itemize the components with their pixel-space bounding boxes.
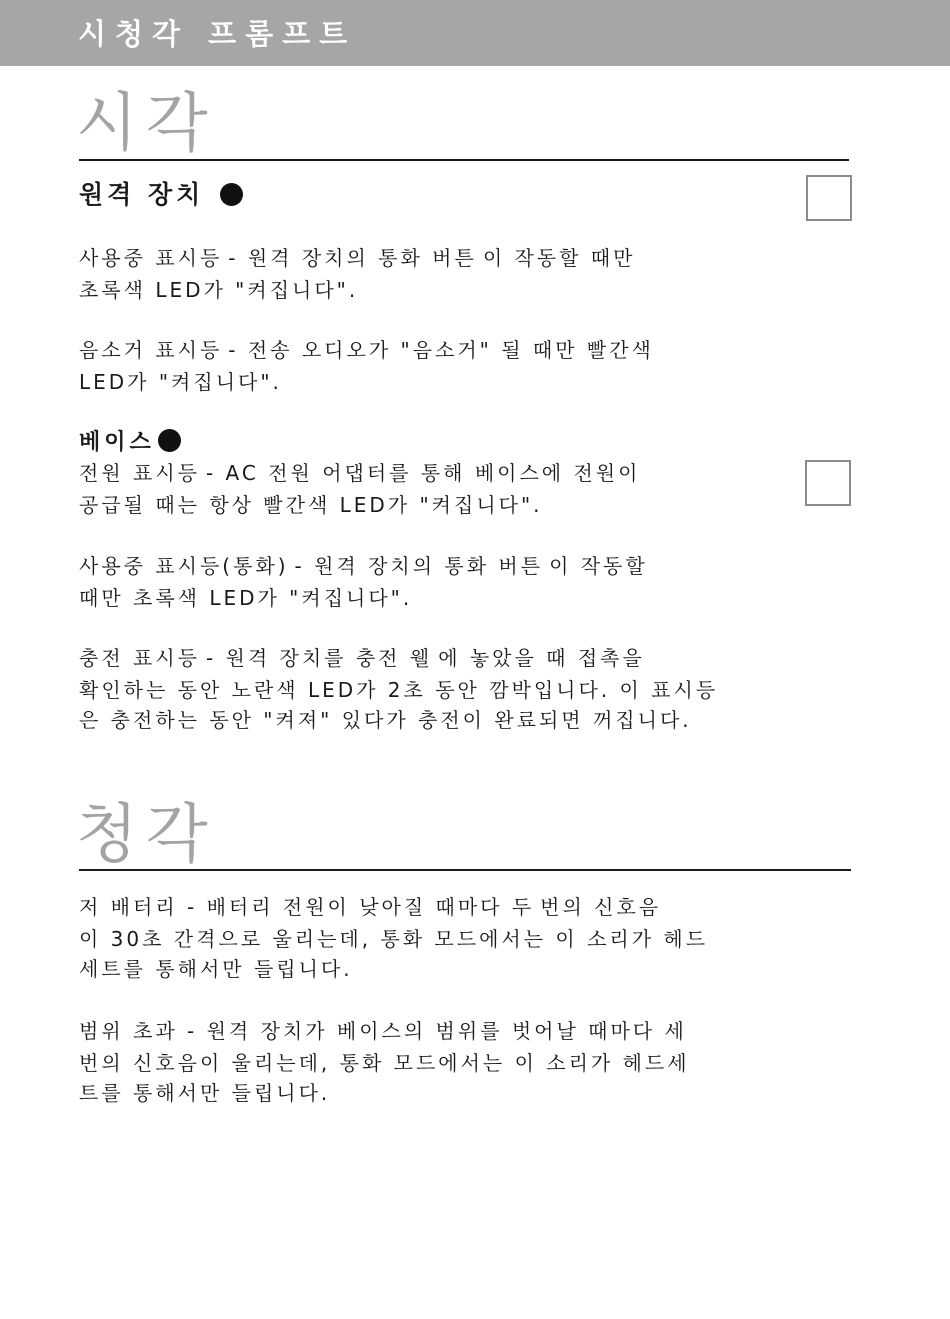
remote-unit-checkbox[interactable] — [806, 175, 852, 221]
in-use-call-text-3: 때만 초록색 LED가 "켜집니다". — [79, 586, 413, 610]
out-of-range-text-2: 번의 신호음이 울리는데, 통화 모드에서는 이 소리가 헤드세 — [79, 1051, 690, 1075]
mute-text-2: LED가 "켜집니다". — [79, 370, 282, 394]
in-use-indicator-paragraph — [79, 243, 769, 305]
charge-label: 충전 표시등 — [79, 646, 200, 670]
base-heading — [79, 429, 184, 454]
bullet-icon — [220, 183, 243, 206]
out-of-range-text-1: 범위 초과 - 원격 장치가 베이스의 범위를 벗어날 때마다 세 — [79, 1019, 687, 1043]
charge-text-3: 확인하는 동안 노란색 LED가 2초 동안 깜박입니다. 이 표시등 — [79, 678, 719, 702]
low-battery-text-1: 저 배터리 - 배터리 전원이 낮아질 때마다 두 — [79, 895, 535, 919]
charge-text-1: - 원격 장치를 충전 웰 — [205, 646, 433, 670]
charge-indicator-paragraph — [79, 643, 769, 735]
in-use-call-text-1: - 원격 장치의 통화 버튼 — [294, 554, 544, 578]
mute-text-1: - 전송 오디오가 "음소거" 될 때만 빨간색 — [228, 338, 654, 362]
power-text-1: - AC 전원 어댑터를 통해 베이스에 전원이 — [205, 461, 641, 485]
mute-label: 음소거 표시등 — [79, 338, 223, 362]
in-use-label: 사용중 표시등 — [79, 246, 223, 270]
header-title: 시청각 프롬프트 — [78, 17, 357, 51]
low-battery-paragraph — [79, 892, 769, 984]
mute-indicator-paragraph — [79, 335, 769, 397]
low-battery-text-3: 이 30초 간격으로 울리는데, 통화 모드에서는 이 소리가 헤드 — [79, 927, 709, 951]
audio-section-title: 청각 — [76, 798, 216, 872]
low-battery-text-2: 번의 신호음 — [540, 895, 662, 919]
in-use-text-2: 이 작동할 때만 — [482, 246, 636, 270]
out-of-range-text-3: 트를 통해서만 들립니다. — [79, 1081, 331, 1105]
audio-section-rule — [79, 869, 851, 871]
out-of-range-paragraph — [79, 1016, 769, 1108]
visual-section-title: 시각 — [76, 87, 216, 161]
charge-text-4: 은 충전하는 동안 "켜져" 있다가 충전이 완료되면 꺼집니다. — [79, 708, 692, 732]
visual-section-rule — [79, 159, 849, 161]
remote-unit-heading-text: 원격 장치 — [79, 180, 205, 209]
power-label: 전원 표시등 — [79, 461, 200, 485]
header-bar — [0, 0, 950, 66]
in-use-call-label: 사용중 표시등(통화) — [79, 554, 289, 578]
power-text-2: 공급될 때는 항상 빨간색 LED가 "켜집니다". — [79, 493, 543, 517]
power-indicator-paragraph — [79, 458, 769, 520]
base-checkbox[interactable] — [805, 460, 851, 506]
in-use-text-1: - 원격 장치의 통화 버튼 — [228, 246, 477, 270]
base-heading-text: 베이스 — [79, 430, 155, 455]
remote-unit-heading — [79, 182, 246, 207]
bullet-icon — [158, 429, 181, 452]
low-battery-text-4: 세트를 통해서만 들립니다. — [79, 957, 353, 981]
in-use-text-3: 초록색 LED가 "켜집니다". — [79, 278, 359, 302]
in-use-call-indicator-paragraph — [79, 551, 769, 613]
in-use-call-text-2: 이 작동할 — [549, 554, 648, 578]
charge-text-2: 에 놓았을 때 접촉을 — [438, 646, 645, 670]
